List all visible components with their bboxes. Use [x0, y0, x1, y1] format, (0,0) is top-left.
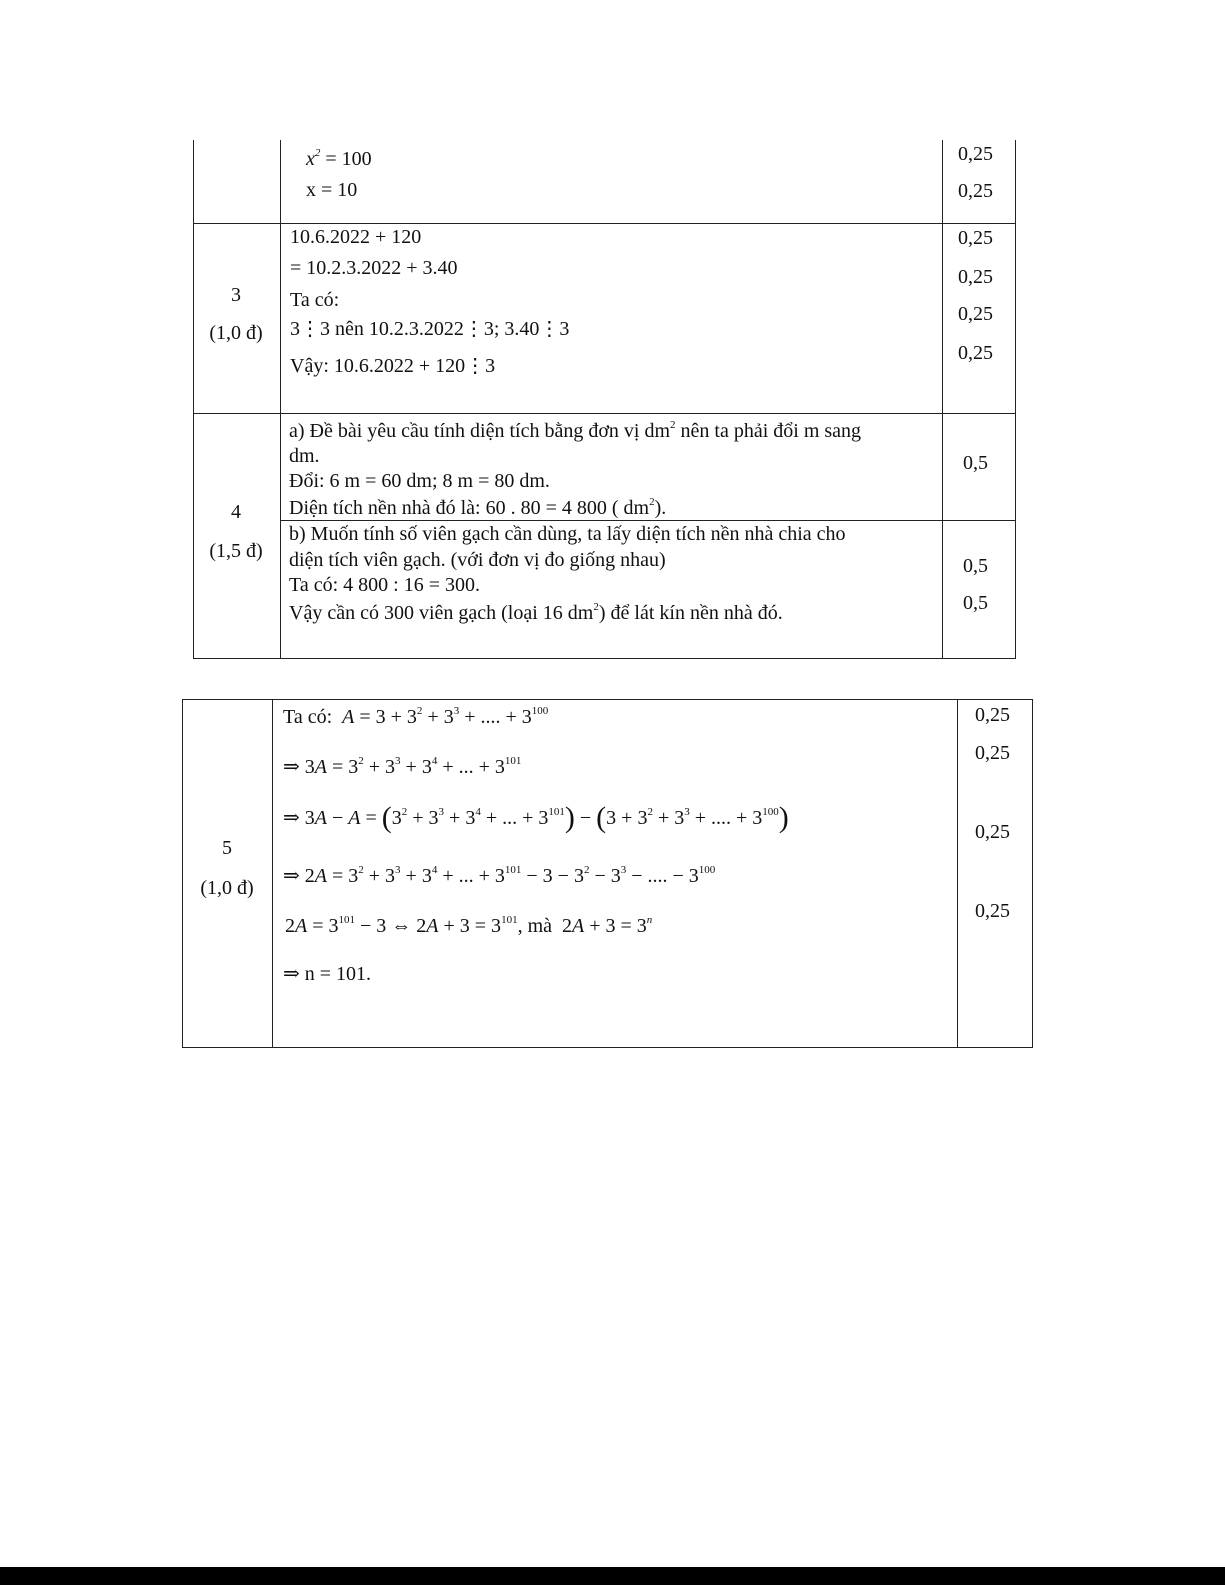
row4a-line-3: Đổi: 6 m = 60 dm; 8 m = 80 dm.: [289, 470, 550, 492]
question-number-3: 3: [231, 284, 241, 306]
table2-divider-left: [272, 700, 273, 1047]
row5-line-5: $2A = 3^{101} - 3$ ⇔ $2A + 3 = 3^{101}$, mà $2A + 3 = 3^n$: [285, 914, 653, 937]
row4b-line-1: b) Muốn tính số viên gạch cần dùng, ta lấy diện tích nền nhà chia cho: [289, 523, 846, 545]
row5-score-3: 0,25: [975, 821, 1010, 843]
row4a-line-2: dm.: [289, 445, 320, 467]
table1-divider-left: [280, 140, 281, 658]
row3-score-3: 0,25: [958, 303, 993, 325]
question-number-5: 5: [222, 837, 232, 859]
row4b-score-2: 0,5: [963, 592, 988, 614]
row5-line-6: ⇒ n = 101.: [283, 963, 372, 985]
row5-line-1: Ta có: $A = 3 + 3^2 + 3^3$ + .... + $3^{100}$: [283, 705, 549, 728]
row3-line-1: 10.6.2022 + 120: [290, 226, 422, 248]
score-prev-2: 0,25: [958, 180, 993, 202]
row4a-line-1: a) Đề bài yêu cầu tính diện tích bằng đơn vị $dm^2$ nên ta phải đổi m sang: [289, 419, 862, 442]
row5-score-1: 0,25: [975, 704, 1010, 726]
row4b-score-1: 0,5: [963, 555, 988, 577]
table1-divider-right: [942, 140, 943, 658]
table1-row-separator-1: [194, 223, 1015, 224]
row3-line-5: Vậy: 10.6.2022 + 120⋮3: [290, 355, 496, 377]
equation-x-squared: $x^2 = 100$: [306, 147, 372, 170]
row4a-line-4: Diện tích nền nhà đó là: 60 . 80 = 4 800 ( $dm^2$).: [289, 496, 667, 519]
row5-score-2: 0,25: [975, 742, 1010, 764]
row3-line-4: 3⋮3 nên 10.2.3.2022⋮3; 3.40⋮3: [290, 318, 570, 340]
question-points-4: (1,5 đ): [209, 540, 263, 562]
question-points-5: (1,0 đ): [200, 877, 254, 899]
question-points-3: (1,0 đ): [209, 322, 263, 344]
row3-score-4: 0,25: [958, 342, 993, 364]
row5-line-3: ⇒ $3A - A = (3^2 + 3^3 + 3^4$ + ... + $3^{101}) - (3 + 3^2 + 3^3$ + .... + $3^{100}$): [283, 801, 789, 834]
page-bottom-bar: [0, 1567, 1225, 1585]
table2-divider-right: [957, 700, 958, 1047]
row5-line-2: ⇒ $3A = 3^2 + 3^3 + 3^4$ + ... + $3^{101}$: [283, 755, 522, 778]
score-prev-1: 0,25: [958, 143, 993, 165]
row4b-line-3: Ta có: 4 800 : 16 = 300.: [289, 574, 480, 596]
equation-x-value: x = 10: [306, 179, 358, 201]
table1-row4-subseparator: [280, 520, 1015, 521]
row4a-score: 0,5: [963, 452, 988, 474]
table1-row-separator-2: [194, 413, 1015, 414]
row3-line-3: Ta có:: [290, 289, 340, 311]
question-number-4: 4: [231, 501, 241, 523]
row4b-line-2: diện tích viên gạch. (với đơn vị đo giống nhau): [289, 549, 666, 571]
row5-line-4: ⇒ $2A = 3^2 + 3^3 + 3^4$ + ... + $3^{101} - 3 - 3^2 - 3^3$ − .... − $3^{100}$: [283, 864, 716, 887]
row3-score-2: 0,25: [958, 266, 993, 288]
row4b-line-4: Vậy cần có 300 viên gạch (loại 16 $dm^2$) để lát kín nền nhà đó.: [289, 601, 783, 624]
row5-score-4: 0,25: [975, 900, 1010, 922]
row3-score-1: 0,25: [958, 227, 993, 249]
row3-line-2: = 10.2.3.2022 + 3.40: [290, 257, 458, 279]
